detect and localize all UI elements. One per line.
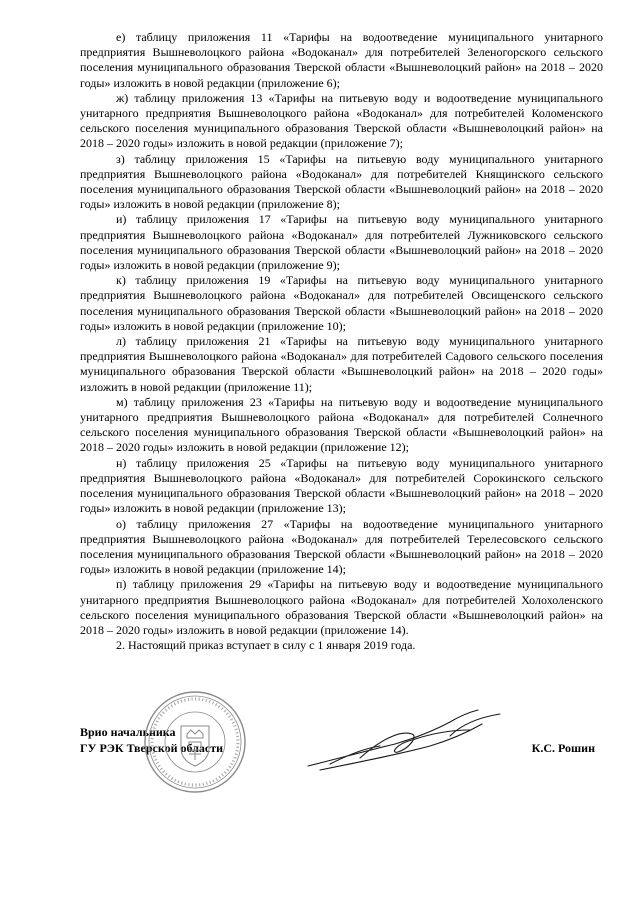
document-body xyxy=(80,30,603,653)
regional-coat-of-arms-icon xyxy=(181,726,209,766)
paragraph-n: н) таблицу приложения 25 «Тарифы на питьевую воду муниципального унитарного предприятия Вышневолоцкого района «Водоканал» для потребителей Сорокинского сельского поселения муниципального образования Тверской области «Вышневолоцкий район» на 2018 – 2020 годы» изложить в новой редакции (приложение 13); xyxy=(80,455,603,516)
paragraph-e: е) таблицу приложения 11 «Тарифы на водоотведение муниципального унитарного предприятия Вышневолоцкого района «Водоканал» для потребителей Зеленогорского сельского поселения муниципального образования Тверской области «Вышневолоцкий район» на 2018 – 2020 годы» изложить в новой редакции (приложение 6); xyxy=(80,30,603,90)
paragraph-k: к) таблицу приложения 19 «Тарифы на питьевую воду муниципального унитарного предприятия Вышневолоцкого района «Водоканал» для потребителей Овсищенского сельского поселения муниципального образования Тверской области «Вышневолоцкий район» на 2018 – 2020 годы» изложить в новой редакции (приложение 10); xyxy=(80,273,603,333)
paragraph-p: п) таблицу приложения 29 «Тарифы на питьевую воду и водоотведение муниципального унитарного предприятия Вышневолоцкого района «Водоканал» для потребителей Холохоленского сельского поселения муниципального образования Тверской области «Вышневолоцкий район» на 2018 – 2020 годы» изложить в новой редакции (приложение 14). xyxy=(80,577,603,637)
position-line-2: ГУ РЭК Тверской области xyxy=(80,741,224,755)
paragraph-o: о) таблицу приложения 27 «Тарифы на водоотведение муниципального унитарного предприятия Вышневолоцкого района «Водоканал» для потребителей Терелесовского сельского поселения муниципального образования Тверской области «Вышневолоцкий район» на 2018 – 2020 годы» изложить в новой редакции (приложение 14); xyxy=(80,516,603,577)
paragraph-z: з) таблицу приложения 15 «Тарифы на питьевую воду муниципального унитарного предприятия Вышневолоцкого района «Водоканал» для потребителей Княщинского сельского поселения муниципального образования Тверской области «Вышневолоцкий район» на 2018 – 2020 годы» изложить в новой редакции (приложение 8); xyxy=(80,151,603,212)
paragraph-effective-date: 2. Настоящий приказ вступает в силу с 1 января 2019 года. xyxy=(116,638,416,653)
position-line-1: Врио начальника xyxy=(80,725,176,739)
handwritten-signature xyxy=(300,700,510,780)
official-stamp xyxy=(143,690,247,794)
paragraph-zh: ж) таблицу приложения 13 «Тарифы на питьевую воду и водоотведение муниципального унитарного предприятия Вышневолоцкого района «Водоканал» для потребителей Коломенского сельского поселения муниципального образования Тверской области «Вышневолоцкий район» на 2018 – 2020 годы» изложить в новой редакции (приложение 7); xyxy=(80,90,603,151)
signatory-name: К.С. Рошин xyxy=(531,741,595,755)
paragraph-i: и) таблицу приложения 17 «Тарифы на питьевую воду муниципального унитарного предприятия Вышневолоцкого района «Водоканал» для потребителей Лужниковского сельского поселения муниципального образования Тверской области «Вышневолоцкий район» на 2018 – 2020 годы» изложить в новой редакции (приложение 9); xyxy=(80,212,603,273)
paragraph-l: л) таблицу приложения 21 «Тарифы на питьевую воду муниципального унитарного предприятия Вышневолоцкого района «Водоканал» для потребителей Садового сельского поселения муниципального образования Тверской области «Вышневолоцкий район» на 2018 – 2020 годы» изложить в новой редакции (приложение 11); xyxy=(80,334,603,394)
paragraph-m: м) таблицу приложения 23 «Тарифы на питьевую воду и водоотведение муниципального унитарного предприятия Вышневолоцкого района «Водоканал» для потребителей Солнечного сельского поселения муниципального образования Тверской области «Вышневолоцкий район» на 2018 – 2020 годы» изложить в новой редакции (приложение 12); xyxy=(80,394,603,455)
